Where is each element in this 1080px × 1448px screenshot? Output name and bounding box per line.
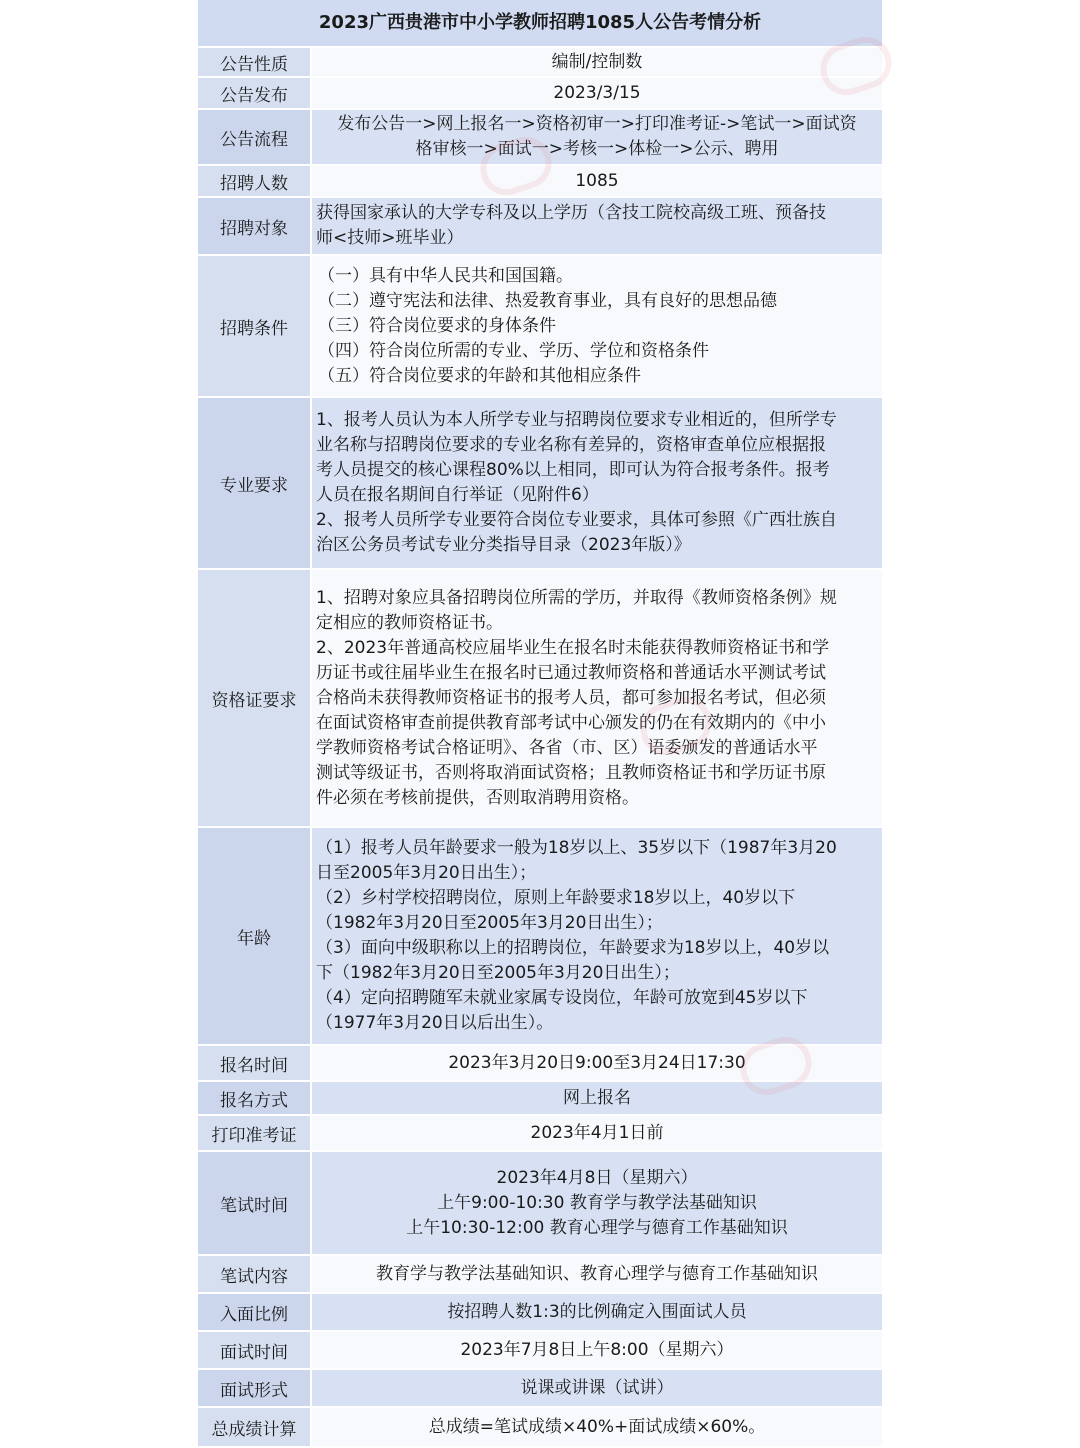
row-regtime — [198, 1046, 882, 1082]
row-label: 入面比例 — [198, 1294, 312, 1330]
row-conditions — [198, 256, 882, 398]
row-label: 报名方式 — [198, 1082, 312, 1114]
row-value — [312, 256, 882, 396]
value-line: 治区公务员考试专业分类指导目录（2023年版）》 — [316, 535, 691, 555]
value-line: （1977年3月20日以后出生）。 — [316, 1013, 554, 1033]
row-interviewtime — [198, 1332, 882, 1370]
value-line: 1、报考人员认为本人所学专业与招聘岗位要求专业相近的，但所学专 — [316, 410, 837, 430]
value-line: （三）符合岗位要求的身体条件 — [318, 315, 556, 336]
value-line: 2、报考人员所学专业要符合岗位专业要求，具体可参照《广西壮族自 — [316, 510, 837, 530]
value-line: 学教师资格考试合格证明》、各省（市、区）语委颁发的普通话水平 — [316, 737, 818, 758]
value-line: 发布公告一>网上报名一>资格初审一>打印准考证->笔试一>面试资 — [337, 114, 857, 134]
value-line: （4）定向招聘随军未就业家属专设岗位，年龄可放宽到45岁以下 — [316, 988, 808, 1008]
value-line: 人员在报名期间自行举证（见附件6） — [316, 485, 599, 505]
value-line: 日至2005年3月20日出生）； — [316, 863, 537, 883]
row-process — [198, 110, 882, 166]
row-label: 打印准考证 — [198, 1116, 312, 1150]
row-label: 面试时间 — [198, 1332, 312, 1368]
value-line: 历证书或往届毕业生在报名时已通过教师资格和普通话水平测试考试 — [316, 662, 826, 683]
recruitment-table — [198, 0, 882, 1448]
row-value: 网上报名 — [312, 1082, 882, 1114]
row-label: 公告流程 — [198, 110, 312, 164]
row-value — [312, 198, 882, 254]
row-value: 总成绩=笔试成绩×40%+面试成绩×60%。 — [312, 1408, 882, 1446]
value-line: 下（1982年3月20日至2005年3月20日出生）； — [316, 963, 680, 983]
row-value: 说课或讲课（试讲） — [312, 1370, 882, 1406]
value-line: （四）符合岗位所需的专业、学历、学位和资格条件 — [318, 340, 709, 361]
page-title: 2023广西贵港市中小学教师招聘1085人公告考情分析 — [198, 0, 882, 48]
value-line: （1982年3月20日至2005年3月20日出生）； — [316, 913, 663, 933]
row-examcontent — [198, 1256, 882, 1294]
row-label: 招聘人数 — [198, 166, 312, 196]
row-value: 2023年4月1日前 — [312, 1116, 882, 1150]
value-line: 获得国家承认的大学专科及以上学历（含技工院校高级工班、预备技 — [316, 203, 826, 223]
row-label: 招聘对象 — [198, 198, 312, 254]
row-label: 总成绩计算 — [198, 1408, 312, 1446]
value-line: （二）遵守宪法和法律、热爱教育事业，具有良好的思想品德 — [318, 290, 777, 311]
row-value — [312, 110, 882, 164]
value-line: 格审核一>面试一>考核一>体检一>公示、聘用 — [415, 139, 779, 159]
row-score — [198, 1408, 882, 1448]
value-line: （1）报考人员年龄要求一般为18岁以上、35岁以下（1987年3月20 — [316, 838, 837, 858]
row-interviewform — [198, 1370, 882, 1408]
value-line: 定相应的教师资格证书。 — [316, 612, 503, 633]
row-regway — [198, 1082, 882, 1116]
row-target — [198, 198, 882, 256]
row-nature — [198, 48, 882, 78]
row-value: 2023年3月20日9:00至3月24日17:30 — [312, 1046, 882, 1080]
value-line: 1、招聘对象应具备招聘岗位所需的学历，并取得《教师资格条例》规 — [316, 587, 837, 608]
value-line: 测试等级证书，否则将取消面试资格；且教师资格证书和学历证书原 — [316, 762, 826, 783]
row-examtime — [198, 1152, 882, 1256]
row-count — [198, 166, 882, 198]
row-label: 公告性质 — [198, 48, 312, 76]
row-publish — [198, 78, 882, 110]
row-label: 年龄 — [198, 828, 312, 1044]
value-line: 上午10:30-12:00 教育心理学与德育工作基础知识 — [406, 1217, 788, 1238]
value-line: 考人员提交的核心课程80%以上相同，即可认为符合报考条件。报考 — [316, 460, 830, 480]
row-label: 笔试时间 — [198, 1152, 312, 1254]
value-line: （一）具有中华人民共和国国籍。 — [318, 265, 573, 286]
row-label: 公告发布 — [198, 78, 312, 108]
row-ticket — [198, 1116, 882, 1152]
row-value: 编制/控制数 — [312, 48, 882, 76]
value-line: 上午9:00-10:30 教育学与教学法基础知识 — [437, 1192, 757, 1213]
value-line: （2）乡村学校招聘岗位，原则上年龄要求18岁以上，40岁以下 — [316, 888, 796, 908]
row-label: 专业要求 — [198, 398, 312, 568]
row-ratio — [198, 1294, 882, 1332]
value-line: 在面试资格审查前提供教育部考试中心颁发的仍在有效期内的《中小 — [316, 712, 826, 733]
row-value: 教育学与教学法基础知识、教育心理学与德育工作基础知识 — [312, 1256, 882, 1292]
row-value: 2023/3/15 — [312, 78, 882, 108]
row-cert — [198, 570, 882, 828]
value-line: 2023年4月8日（星期六） — [496, 1167, 698, 1188]
value-line: 师<技师>班毕业） — [316, 228, 464, 248]
row-value: 按招聘人数1:3的比例确定入围面试人员 — [312, 1294, 882, 1330]
row-value — [312, 1152, 882, 1254]
value-line: （五）符合岗位要求的年龄和其他相应条件 — [318, 365, 641, 386]
row-age — [198, 828, 882, 1046]
row-value — [312, 398, 882, 568]
value-line: 合格尚未获得教师资格证书的报考人员，都可参加报名考试，但必须 — [316, 687, 826, 708]
value-line: 件必须在考核前提供，否则取消聘用资格。 — [316, 787, 639, 808]
value-line: （3）面向中级职称以上的招聘岗位，年龄要求为18岁以上，40岁以 — [316, 938, 830, 958]
row-value: 1085 — [312, 166, 882, 196]
value-line: 2、2023年普通高校应届毕业生在报名时未能获得教师资格证书和学 — [316, 637, 830, 658]
row-label: 面试形式 — [198, 1370, 312, 1406]
value-line: 业名称与招聘岗位要求的专业名称有差异的，资格审查单位应根据报 — [316, 435, 826, 455]
row-label: 报名时间 — [198, 1046, 312, 1080]
row-value — [312, 828, 882, 1044]
row-label: 笔试内容 — [198, 1256, 312, 1292]
row-label: 资格证要求 — [198, 570, 312, 826]
row-value — [312, 570, 882, 826]
row-value: 2023年7月8日上午8:00（星期六） — [312, 1332, 882, 1368]
row-label: 招聘条件 — [198, 256, 312, 396]
row-major — [198, 398, 882, 570]
